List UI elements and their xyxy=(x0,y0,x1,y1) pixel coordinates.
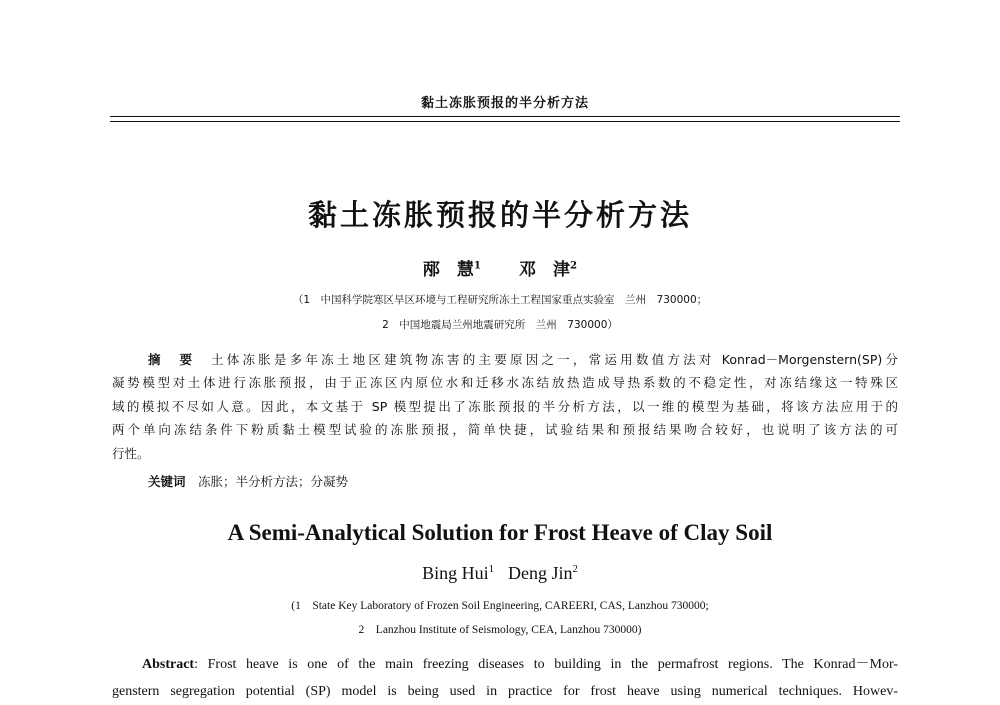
keywords-text: 冻胀；半分析方法；分凝势 xyxy=(198,474,349,489)
header-rule-thin xyxy=(110,121,900,122)
abstract-chinese xyxy=(112,348,898,465)
header-rule-thick xyxy=(110,116,900,117)
abstract-en-label: Abstract xyxy=(142,657,195,672)
abstract-cn-line: 两个单向冻结条件下粉质黏土模型试验的冻胀预报，简单快捷，试验结果和预报结果吻合较好，也说明了该方法的可 xyxy=(112,422,898,438)
affiliation-en-1: (1 State Key Laboratory of Frozen Soil Engineering, CAREERI, CAS, Lanzhou 730000; xyxy=(291,600,709,612)
author-en-2: Deng Jin$^2$ xyxy=(508,563,578,583)
abstract-cn-label: 摘 要 xyxy=(148,352,196,367)
abstract-cn-line: 摘 要 土体冻胀是多年冻土地区建筑物冻害的主要原因之一，常运用数值方法对 Konrad－Morgenstern(SP)分 xyxy=(148,352,898,367)
keywords-label: 关键词 xyxy=(148,474,186,489)
authors-chinese xyxy=(0,255,1000,280)
title-chinese: 黏土冻胀预报的半分析方法 xyxy=(307,198,692,232)
authors-english xyxy=(0,563,1000,584)
author-cn-1: 邴 慧$^1$ xyxy=(422,259,481,280)
affiliation-cn-2: 2 中国地震局兰州地震研究所 兰州 730000） xyxy=(382,319,618,331)
abstract-en-line: Abstract: Frost heave is one of the main freezing diseases to building in the permafrost regions. The Konrad－Mor- xyxy=(142,657,898,672)
author-cn-2: 邓 津$^2$ xyxy=(519,259,578,280)
affiliation-cn-1: （1 中国科学院寒区旱区环境与工程研究所冻土工程国家重点实验室 兰州 730000； xyxy=(292,294,708,306)
keywords-chinese xyxy=(148,472,348,490)
abstract-cn-line: 凝势模型对土体进行冻胀预报，由于正冻区内原位水和迁移水冻结放热造成导热系数的不稳定性，对冻结缘这一特殊区 xyxy=(112,375,898,391)
abstract-en-line: genstern segregation potential (SP) model is being used in practice for frost heave using numerical techniques. Howev- xyxy=(112,684,898,699)
title-english: A Semi-Analytical Solution for Frost Heave of Clay Soil xyxy=(227,520,773,545)
abstract-english xyxy=(112,651,898,705)
affiliation-en-2: 2 Lanzhou Institute of Seismology, CEA, Lanzhou 730000) xyxy=(358,624,642,636)
abstract-cn-line: 行性。 xyxy=(112,445,150,461)
abstract-cn-line: 域的模拟不尽如人意。因此，本文基于 SP 模型提出了冻胀预报的半分析方法，以一维的模型为基础，将该方法应用于的 xyxy=(112,398,898,414)
author-en-1: Bing Hui$^1$ xyxy=(422,563,494,583)
running-header: 黏土冻胀预报的半分析方法 xyxy=(420,96,589,111)
